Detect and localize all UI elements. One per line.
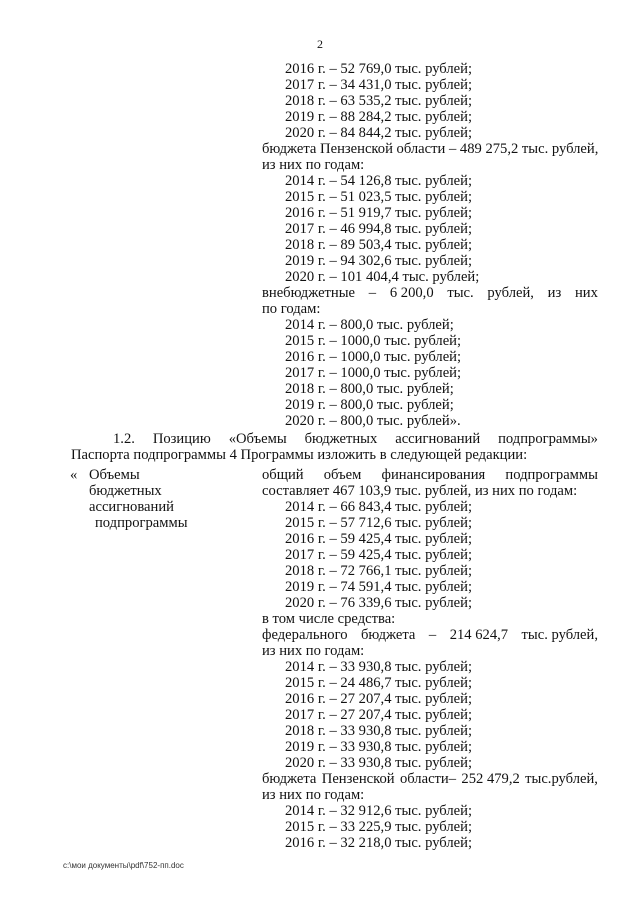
by-years-label: из них по годам: xyxy=(262,643,365,659)
list-item: 2015 г. – 33 225,9 тыс. рублей; xyxy=(285,819,472,835)
list-item: 2016 г. – 27 207,4 тыс. рублей; xyxy=(285,691,472,707)
incl-funds-label: в том числе средства: xyxy=(262,611,396,627)
paragraph-1-2-line2: Паспорта подпрограммы 4 Программы изложить в следующей редакции: xyxy=(71,447,528,463)
file-path-footer: c:\мои документы\pdf\752-пп.doc xyxy=(63,861,184,870)
list-item: 2016 г. – 32 218,0 тыс. рублей; xyxy=(285,835,472,851)
list-item: 2018 г. – 72 766,1 тыс. рублей; xyxy=(285,563,472,579)
list-item: 2019 г. – 88 284,2 тыс. рублей; xyxy=(285,109,472,125)
list-item: 2015 г. – 51 023,5 тыс. рублей; xyxy=(285,189,472,205)
list-item: 2020 г. – 800,0 тыс. рублей». xyxy=(285,413,461,429)
list-item: 2016 г. – 52 769,0 тыс. рублей; xyxy=(285,61,472,77)
list-item: 2017 г. – 1000,0 тыс. рублей; xyxy=(285,365,462,381)
list-item: 2020 г. – 84 844,2 тыс. рублей; xyxy=(285,125,472,141)
left-col-line: подпрограммы xyxy=(95,515,188,531)
list-item: 2019 г. – 94 302,6 тыс. рублей; xyxy=(285,253,472,269)
list-item: 2014 г. – 800,0 тыс. рублей; xyxy=(285,317,454,333)
list-item: 2015 г. – 24 486,7 тыс. рублей; xyxy=(285,675,472,691)
list-item: 2017 г. – 59 425,4 тыс. рублей; xyxy=(285,547,472,563)
extra-budget-line: внебюджетные – 6 200,0 тыс. рублей, из них xyxy=(262,285,598,301)
list-item: 2016 г. – 51 919,7 тыс. рублей; xyxy=(285,205,472,221)
by-years-label: по годам: xyxy=(262,301,321,317)
left-col-line: ассигнований xyxy=(89,499,174,515)
list-item: 2014 г. – 54 126,8 тыс. рублей; xyxy=(285,173,472,189)
list-item: 2015 г. – 1000,0 тыс. рублей; xyxy=(285,333,462,349)
list-item: 2016 г. – 59 425,4 тыс. рублей; xyxy=(285,531,472,547)
list-item: 2017 г. – 27 207,4 тыс. рублей; xyxy=(285,707,472,723)
quote-mark: « xyxy=(70,467,78,483)
left-col-line: бюджетных xyxy=(89,483,162,499)
list-item: 2017 г. – 46 994,8 тыс. рублей; xyxy=(285,221,472,237)
list-item: 2018 г. – 63 535,2 тыс. рублей; xyxy=(285,93,472,109)
list-item: 2018 г. – 33 930,8 тыс. рублей; xyxy=(285,723,472,739)
list-item: 2019 г. – 33 930,8 тыс. рублей; xyxy=(285,739,472,755)
list-item: 2020 г. – 33 930,8 тыс. рублей; xyxy=(285,755,472,771)
list-item: 2016 г. – 1000,0 тыс. рублей; xyxy=(285,349,462,365)
list-item: 2014 г. – 66 843,4 тыс. рублей; xyxy=(285,499,472,515)
list-item: 2014 г. – 33 930,8 тыс. рублей; xyxy=(285,659,472,675)
region-budget-line-2: бюджета Пензенской области– 252 479,2 тыс.рублей, xyxy=(262,771,598,787)
by-years-label: из них по годам: xyxy=(262,787,365,803)
left-col-line: Объемы xyxy=(89,467,140,483)
list-item: 2018 г. – 800,0 тыс. рублей; xyxy=(285,381,454,397)
federal-budget-line: федерального бюджета – 214 624,7 тыс. рублей, xyxy=(262,627,598,643)
total-line-2: составляет 467 103,9 тыс. рублей, из них по годам: xyxy=(262,483,578,499)
list-item: 2017 г. – 34 431,0 тыс. рублей; xyxy=(285,77,472,93)
by-years-label: из них по годам: xyxy=(262,157,365,173)
region-budget-line: бюджета Пензенской области – 489 275,2 тыс. рублей, xyxy=(262,141,599,157)
total-line: общий объем финансирования подпрограммы xyxy=(262,467,598,483)
list-item: 2020 г. – 101 404,4 тыс. рублей; xyxy=(285,269,480,285)
list-item: 2019 г. – 800,0 тыс. рублей; xyxy=(285,397,454,413)
list-item: 2014 г. – 32 912,6 тыс. рублей; xyxy=(285,803,472,819)
page-number: 2 xyxy=(317,37,323,51)
list-item: 2015 г. – 57 712,6 тыс. рублей; xyxy=(285,515,472,531)
list-item: 2020 г. – 76 339,6 тыс. рублей; xyxy=(285,595,472,611)
list-item: 2018 г. – 89 503,4 тыс. рублей; xyxy=(285,237,472,253)
list-item: 2019 г. – 74 591,4 тыс. рублей; xyxy=(285,579,472,595)
paragraph-1-2-line1: 1.2. Позицию «Объемы бюджетных ассигнований подпрограммы» xyxy=(113,431,598,447)
